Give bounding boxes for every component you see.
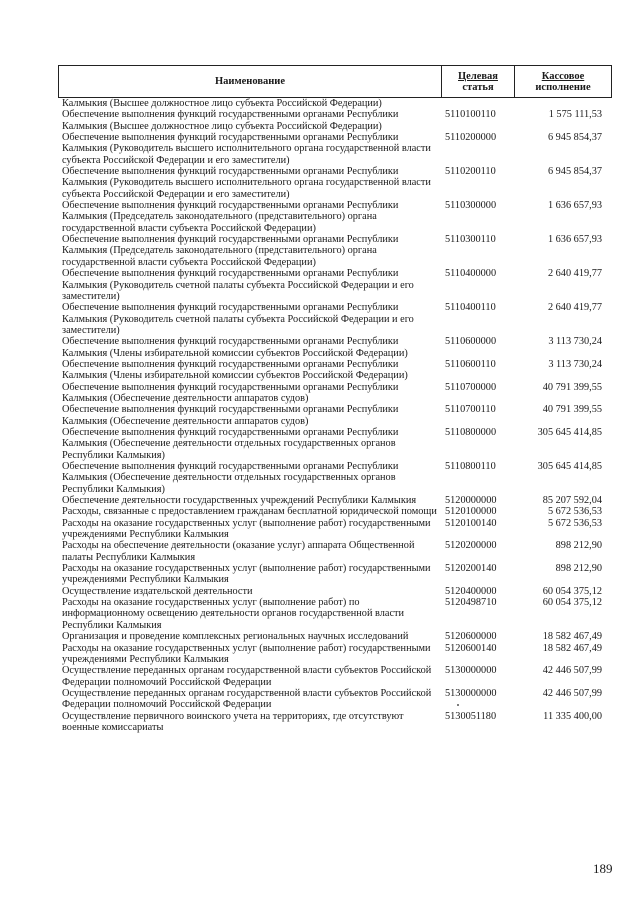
header-amount-line2: исполнение: [535, 81, 591, 93]
row-amount: 40 791 399,55: [542, 404, 602, 416]
row-name: Обеспечение выполнения функций государственными органами Республики Калмыкия (Руководитель счетной палаты субъекта Российской Федерации и его заместители): [62, 268, 414, 302]
table-row: [58, 427, 612, 461]
row-amount: 2 640 419,77: [547, 302, 602, 314]
row-amount: 1 636 657,93: [547, 234, 602, 246]
table-row: [58, 166, 612, 200]
row-code: 5110600110: [445, 358, 496, 370]
row-amount: 1 575 111,53: [548, 109, 602, 121]
row-amount: 42 446 507,99: [542, 687, 602, 699]
table-row: [58, 563, 612, 586]
row-name: Осуществление издательской деятельности: [62, 585, 253, 597]
row-name: Расходы на оказание государственных услуг (выполнение работ) государственными учреждениями Республики Калмыкия: [62, 517, 431, 541]
row-amount: 2 640 419,77: [547, 268, 602, 280]
table-row: [58, 518, 612, 541]
header-name: [59, 66, 442, 97]
header-code-line1: Целевая: [458, 70, 498, 82]
row-name: Обеспечение выполнения функций государственными органами Республики Калмыкия (Руководитель счетной палаты субъекта Российской Федерации и его заместители): [62, 302, 414, 336]
header-name-label: Наименование: [215, 76, 285, 87]
row-code: [439, 98, 519, 109]
row-amount: 5 672 536,53: [547, 506, 602, 518]
row-amount: 3 113 730,24: [548, 358, 602, 370]
header-amount: [515, 66, 611, 97]
row-code: 5110800000: [445, 426, 497, 438]
row-name: Расходы на оказание государственных услуг (выполнение работ) по информационному освещению деятельности органов государственной власти Республики Калмыкия: [62, 597, 405, 631]
row-code: 5110300000: [445, 200, 497, 212]
row-amount: 85 207 592,04: [542, 495, 602, 507]
table-row: [58, 404, 612, 427]
table-row: [58, 461, 612, 495]
table-row: [58, 268, 612, 302]
row-name: Организация и проведение комплексных региональных научных исследований: [62, 631, 409, 643]
header-amount-line1: Кассовое: [541, 70, 585, 82]
row-code: 5110300110: [445, 234, 496, 246]
row-code: 5130000000: [445, 687, 497, 699]
table-row: [58, 643, 612, 666]
row-name: Обеспечение выполнения функций государственными органами Республики Калмыкия (Руководитель высшего исполнительного органа государственной власти субъекта Российской Федерации и его заместители): [62, 132, 431, 166]
row-name: Обеспечение выполнения функций государственными органами Республики Калмыкия (Высшее должностное лицо субъекта Российской Федерации): [62, 109, 399, 132]
row-amount: 305 645 414,85: [537, 426, 602, 438]
table-row: [58, 597, 612, 631]
row-amount: 898 212,90: [555, 540, 602, 552]
page-number: 189: [593, 861, 613, 876]
table-row: [58, 540, 612, 563]
table-header: [58, 65, 612, 98]
table-row: [58, 336, 612, 359]
row-name: Расходы на обеспечение деятельности (оказание услуг) аппарата Общественной палаты Республики Калмыкия: [62, 540, 415, 563]
row-amount: 6 945 854,37: [547, 166, 602, 178]
table-row: [58, 586, 612, 597]
row-amount: 898 212,90: [555, 563, 602, 575]
row-amount: 18 582 467,49: [542, 631, 602, 643]
row-name: Обеспечение выполнения функций государственными органами Республики Калмыкия (Руководитель высшего исполнительного органа государственной власти субъекта Российской Федерации и его заместители): [62, 166, 431, 200]
table-row: [58, 98, 612, 109]
row-amount: 18 582 467,49: [542, 642, 602, 654]
row-code: 5120200140: [445, 563, 497, 575]
row-amount: 42 446 507,99: [542, 665, 602, 677]
stray-mark: [457, 704, 459, 706]
table-row: [58, 132, 612, 166]
row-code: 5120000000: [445, 495, 497, 507]
row-name: Обеспечение выполнения функций государственными органами Республики Калмыкия (Председатель законодательного (представительного) органа государственной власти субъекта Российской Федерации): [62, 234, 399, 268]
row-code: 5110400110: [445, 302, 496, 314]
row-amount: 11 335 400,00: [543, 710, 602, 722]
row-name: Калмыкия (Высшее должностное лицо субъекта Российской Федерации): [62, 98, 382, 109]
table-row: [58, 495, 612, 506]
table-row: [58, 359, 612, 382]
row-amount: 1 636 657,93: [547, 200, 602, 212]
row-name: Обеспечение выполнения функций государственными органами Республики Калмыкия (Члены избирательной комиссии субъектов Российской Федерации): [62, 358, 408, 382]
row-code: 5120498710: [445, 597, 497, 609]
table-row: [58, 234, 612, 268]
row-code: 5130000000: [445, 665, 497, 677]
table-row: [58, 506, 612, 517]
row-amount: 5 672 536,53: [547, 517, 602, 529]
row-code: 5120400000: [445, 585, 497, 597]
row-name: Обеспечение деятельности государственных учреждений Республики Калмыкия: [62, 495, 417, 507]
row-code: 5110400000: [445, 268, 497, 280]
row-code: 5120100140: [445, 517, 497, 529]
row-code: 5120100000: [445, 506, 497, 518]
row-amount: 60 054 375,12: [542, 585, 602, 597]
table-row: [58, 302, 612, 336]
row-name: Обеспечение выполнения функций государственными органами Республики Калмыкия (Обеспечение деятельности отдельных государственных органов Республики Калмыкия): [62, 426, 399, 461]
row-amount: 40 791 399,55: [542, 381, 602, 393]
row-code: 5110700110: [445, 404, 496, 416]
row-name: Обеспечение выполнения функций государственными органами Республики Калмыкия (Обеспечение деятельности аппаратов судов): [62, 404, 399, 427]
table-row: [58, 109, 612, 132]
row-code: 5110700000: [445, 381, 497, 393]
row-name: Обеспечение выполнения функций государственными органами Республики Калмыкия (Члены избирательной комиссии субъектов Российской Федерации): [62, 336, 408, 359]
table-row: [58, 665, 612, 688]
row-name: Расходы на оказание государственных услуг (выполнение работ) государственными учреждениями Республики Калмыкия: [62, 563, 431, 586]
row-code: 5110800110: [445, 461, 496, 472]
row-amount: 60 054 375,12: [542, 597, 602, 609]
row-name: Расходы, связанные с предоставлением гражданам бесплатной юридической помощи: [62, 506, 437, 518]
row-name: Осуществление переданных органам государственной власти субъектов Российской Федерации полномочий Российской Федерации: [62, 687, 432, 711]
row-name: Расходы на оказание государственных услуг (выполнение работ) государственными учреждениями Республики Калмыкия: [62, 642, 431, 665]
row-name: Обеспечение выполнения функций государственными органами Республики Калмыкия (Председатель законодательного (представительного) органа государственной власти субъекта Российской Федерации): [62, 200, 399, 234]
row-name: Осуществление переданных органам государственной власти субъектов Российской Федерации полномочий Российской Федерации: [62, 665, 432, 688]
row-name: Обеспечение выполнения функций государственными органами Республики Калмыкия (Обеспечение деятельности аппаратов судов): [62, 381, 399, 404]
row-name: Осуществление первичного воинского учета на территориях, где отсутствуют военные комиссариаты: [62, 710, 404, 733]
row-code: 5130051180: [445, 710, 497, 722]
header-code: [442, 66, 515, 97]
row-code: 5110200000: [445, 132, 497, 144]
row-code: 5110600000: [445, 336, 497, 348]
row-amount: 3 113 730,24: [548, 336, 602, 348]
table-body: [58, 98, 612, 733]
table-row: [58, 200, 612, 234]
row-name: Обеспечение выполнения функций государственными органами Республики Калмыкия (Обеспечение деятельности отдельных государственных органов Республики Калмыкия): [62, 461, 399, 495]
budget-table: [58, 65, 612, 733]
header-code-line2: статья: [462, 81, 494, 93]
row-amount: 305 645 414,85: [537, 461, 602, 472]
row-code: 5120600000: [445, 631, 497, 643]
row-code: 5120600140: [445, 642, 497, 654]
table-row: [58, 382, 612, 405]
row-code: 5110100110: [445, 109, 496, 121]
table-row: [58, 688, 612, 711]
table-row: [58, 711, 612, 734]
row-amount: 6 945 854,37: [547, 132, 602, 144]
row-amount: [519, 98, 612, 109]
row-code: 5120200000: [445, 540, 497, 552]
row-code: 5110200110: [445, 166, 496, 178]
table-row: [58, 631, 612, 642]
